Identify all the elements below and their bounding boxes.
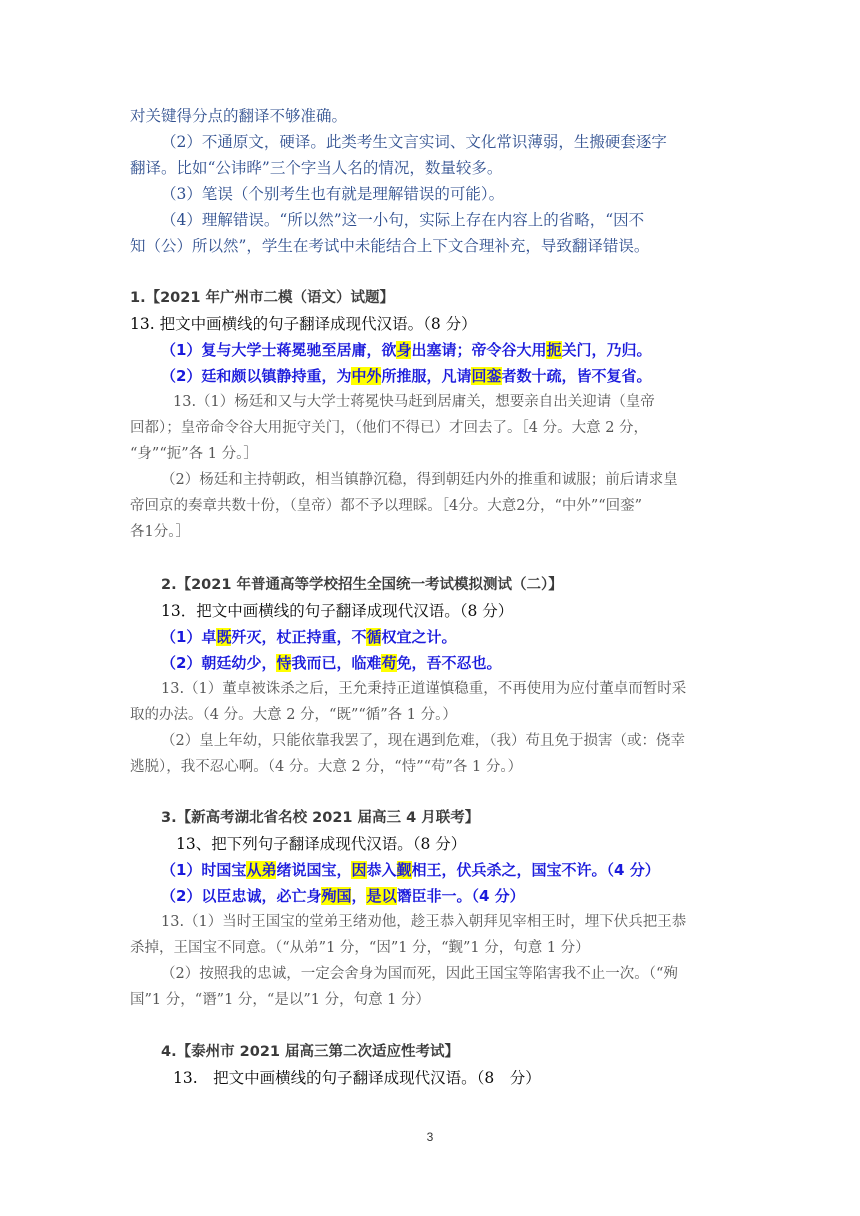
section-3-answer-1-line-1: 13.（1）当时王国宝的堂弟王绪劝他，趁王恭入朝拜见宰相王时，埋下伏兵把王恭 xyxy=(161,914,687,930)
section-1-answer-1-line-1: 13.（1）杨廷和又与大学士蒋冕快马赶到居庸关，想要亲自出关迎请（皇帝 xyxy=(173,394,655,410)
section-2-header: 2.【2021 年普通高等学校招生全国统一考试模拟测试（二）】 xyxy=(161,577,563,593)
page-number: 3 xyxy=(426,1130,434,1144)
section-1-answer-1-line-2: 回都）；皇帝命令谷大用扼守关门，（他们不得已）才回去了。［4 分。大意 2 分， xyxy=(130,420,649,436)
section-4-question: 13. 把文中画横线的句子翻译成现代汉语。（8 分） xyxy=(173,1069,541,1087)
section-2-sentence-1: （1）卓既歼灭，杖正持重，不循权宜之计。 xyxy=(161,628,457,646)
section-1-sentence-1: （1）复与大学士蒋冕驰至居庸，欲身出塞请；帝令谷大用扼关门，乃归。 xyxy=(161,341,652,359)
section-4-header: 4.【泰州市 2021 届高三第二次适应性考试】 xyxy=(161,1044,460,1060)
section-1-sentence-2: （2）廷和颇以镇静持重，为中外所推服，凡请回銮者数十疏，皆不复省。 xyxy=(161,367,652,385)
section-3-answer-1-line-2: 杀掉，王国宝不同意。（“从弟”1 分，“因”1 分，“觐”1 分，句意 1 分） xyxy=(130,940,590,956)
section-2-sentence-2: （2）朝廷幼少，恃我而已，临难苟免，吾不忍也。 xyxy=(161,654,502,672)
intro-line-4: （3）笔误（个别考生也有就是理解错误的可能）。 xyxy=(161,185,505,203)
intro-line-5: （4）理解错误。“所以然”这一小句，实际上存在内容上的省略，“因不 xyxy=(161,211,645,229)
section-1-answer-2-line-3: 各1分。］ xyxy=(130,524,190,540)
intro-line-6: 知（公）所以然”，学生在考试中未能结合上下文合理补充，导致翻译错误。 xyxy=(130,237,650,255)
section-3-question: 13、把下列句子翻译成现代汉语。（8 分） xyxy=(176,835,467,853)
section-1-answer-2-line-1: （2）杨廷和主持朝政，相当镇静沉稳，得到朝廷内外的推重和诚服；前后请求皇 xyxy=(161,472,678,488)
section-2-answer-2-line-2: 逃脱），我不忍心啊。（4 分。大意 2 分，“恃”“苟”各 1 分。） xyxy=(130,759,523,775)
section-3-answer-2-line-1: （2）按照我的忠诚，一定会舍身为国而死，因此王国宝等陷害我不止一次。（“殉 xyxy=(161,966,678,982)
section-2-question: 13．把文中画横线的句子翻译成现代汉语。（8 分） xyxy=(161,602,514,620)
section-3-sentence-2: （2）以臣忠诚，必亡身殉国，是以谮臣非一。（4 分） xyxy=(161,887,525,905)
section-1-header: 1.【2021 年广州市二模（语文）试题】 xyxy=(130,290,395,306)
intro-line-2: （2）不通原文，硬译。此类考生文言实词、文化常识薄弱，生搬硬套逐字 xyxy=(161,133,667,151)
section-1-question: 13. 把文中画横线的句子翻译成现代汉语。（8 分） xyxy=(130,315,477,333)
intro-line-3: 翻译。比如“公讳晔”三个字当人名的情况，数量较多。 xyxy=(130,159,503,177)
section-2-answer-1-line-1: 13.（1）董卓被诛杀之后，王允秉持正道谨慎稳重，不再使用为应付董卓而暂时采 xyxy=(161,681,687,697)
section-2-answer-1-line-2: 取的办法。（4 分。大意 2 分，“既”“循”各 1 分。） xyxy=(130,707,457,723)
section-3-sentence-1: （1）时国宝从弟绪说国宝，因恭入觐相王，伏兵杀之，国宝不许。（4 分） xyxy=(161,861,660,879)
section-3-header: 3.【新高考湖北省名校 2021 届高三 4 月联考】 xyxy=(161,810,480,826)
section-1-answer-1-line-3: “身”“扼”各 1 分。］ xyxy=(130,446,258,462)
section-1-answer-2-line-2: 帝回京的奏章共数十份，（皇帝）都不予以理睬。［4分。大意2分，“中外”“回銮” xyxy=(130,498,643,514)
intro-line-1: 对关键得分点的翻译不够准确。 xyxy=(130,107,348,125)
section-3-answer-2-line-2: 国”1 分，“谮”1 分，“是以”1 分，句意 1 分） xyxy=(130,992,431,1008)
section-2-answer-2-line-1: （2）皇上年幼，只能依靠我罢了，现在遇到危难，（我）苟且免于损害（或：侥幸 xyxy=(161,733,685,749)
